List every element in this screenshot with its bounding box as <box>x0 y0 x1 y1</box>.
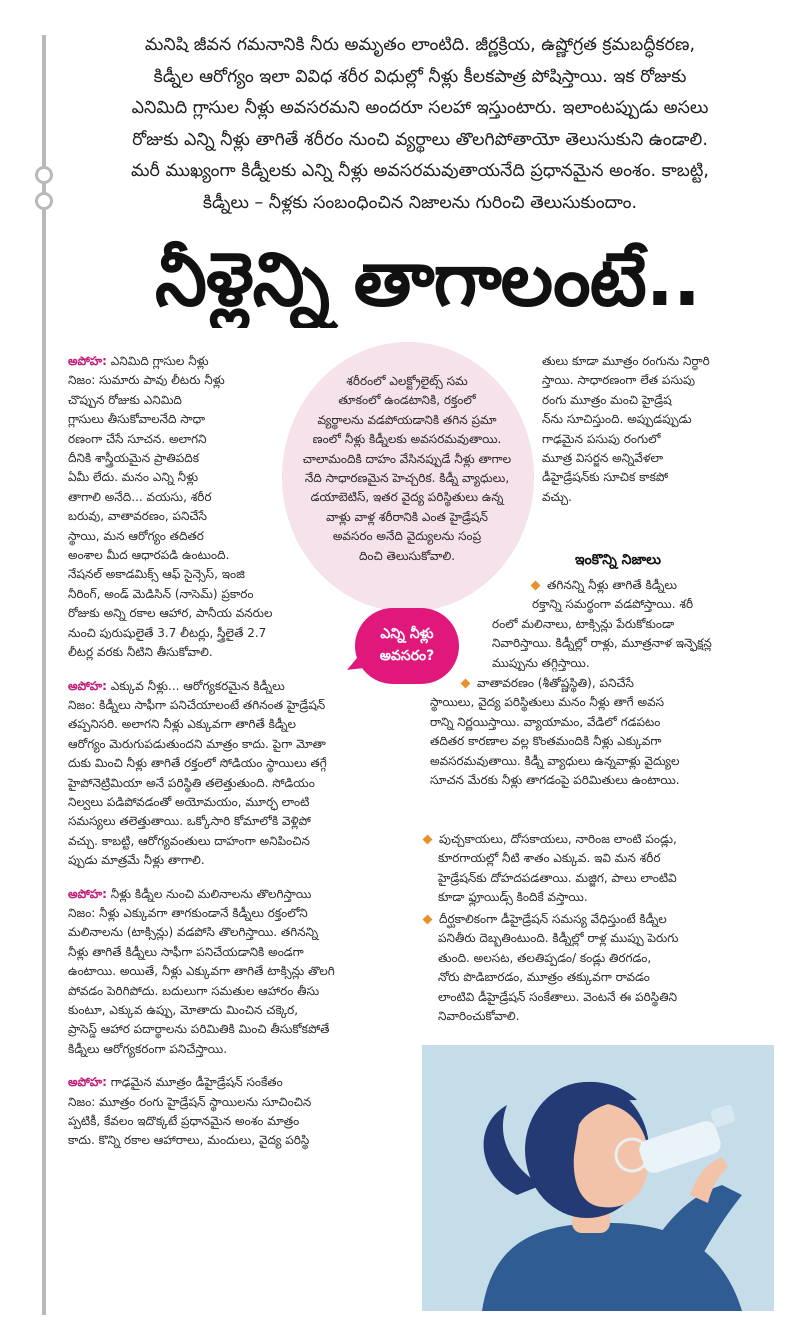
body-line: తాగాలి అనేది... వయసు, శరీర <box>68 489 212 504</box>
myth-text: ఎక్కువ నీళ్లు... ఆరోగ్యకరమైన కిడ్నీలు <box>110 678 285 693</box>
body-line: మూత్ర విసర్జన అన్నివేళలా <box>542 451 664 466</box>
body-line: వచ్చు. కాబట్టి, ఆరోగ్యవంతులు దాహంగా అనిపించిన <box>68 833 310 848</box>
body-line: కిడ్నీలు ఆరోగ్యకరంగా పనిచేస్తాయి. <box>68 1041 228 1056</box>
fact-line: కూడా ఫ్లూయిడ్స్ కిందికే వస్తాయి. <box>438 890 588 905</box>
circle-line: వ్యర్థాలను వడపోయడానికి తగిన ప్రమా <box>317 412 497 427</box>
body-line: నిజం: కిడ్నీలు సాఫీగా పనిచేయాలంటే తగినంత హైడ్రేషన్ <box>68 697 326 712</box>
intro-line: మరీ ముఖ్యంగా కిడ్నీలకు ఎన్ని నీళ్లు అవసరమవుతాయనేది ప్రధానమైన అంశం. కాబట్టి, <box>130 161 709 181</box>
fact-item <box>430 674 784 790</box>
body-line: స్థాయి, మన ఆరోగ్యం తదితర <box>68 528 204 543</box>
bullet-diamond-icon <box>423 835 433 845</box>
myth-line <box>68 677 398 696</box>
circle-line: దించి తెలుసుకోవాలి. <box>358 548 456 563</box>
circle-line: శరీరంలో ఎలక్ట్రోలైట్స్ సమ <box>346 374 468 388</box>
fact-line <box>424 910 784 929</box>
body-line: మలినాలను (టాక్సిన్లు) వడపోసి తొలగిస్తాయి. తగినన్ని <box>68 925 319 940</box>
fact-line: హైడ్రేషన్‌కు దోహదపడతాయి. మజ్జిగ, పాలు లాంటివి <box>438 870 677 885</box>
body-line: ప్రాసెస్డ్ ఆహార పదార్థాలను పరిమితికి మించి తీసుకోకపోతే <box>68 1022 330 1037</box>
circle-line: డయాబెటిస్, ఇతర వైద్య పరిస్థితులు ఉన్న <box>310 490 504 505</box>
body-line: పోవడం పెరిగిపోదు. బదులుగా సమతుల ఆహారం తీసు <box>68 983 320 998</box>
body-line: డీహైడ్రేషన్‌కు సూచిక కాకపో <box>542 470 669 485</box>
bubble-line: ఎన్ని నీళ్లు <box>380 626 434 642</box>
body-line: రంగు మూత్రం మంచి హైడ్రేష <box>542 392 672 407</box>
fact-line: ముప్పును తగ్గిస్తాయి. <box>492 655 590 670</box>
left-rail <box>42 35 46 1315</box>
myth-fact-block <box>68 885 398 1060</box>
bullet-diamond-icon <box>461 679 471 689</box>
body-line: రోజుకు అన్ని రకాల ఆహార, పానీయ వనరుల <box>68 606 273 621</box>
body-line: ప్పటికీ, కేవలం ఇదొక్కటే ప్రధానమైన అంశం మాత్రం <box>68 1114 300 1129</box>
bullet-diamond-icon <box>423 915 433 925</box>
body-line: స్తాయి. సాధారణంగా లేత పసుపు <box>542 373 696 388</box>
fact-text: దీర్ఘకాలికంగా డీహైడ్రేషన్ సమస్య వేధిస్తుంటే కిడ్నీల <box>439 912 667 926</box>
myth-label: అపోహ: <box>68 886 107 901</box>
body-line: లీటర్ల వరకు నీటిని తీసుకోవాలి. <box>68 645 213 660</box>
fact-line: పనితీరు దెబ్బతింటుంది. కిడ్నీల్లో రాళ్ల ముప్పు పెరుగు <box>438 931 679 946</box>
headline: నీళ్లెన్ని తాగాలంటే.. <box>155 237 700 323</box>
body-line: ఉంటాయి. అయితే, నీళ్లు ఎక్కువగా తాగితే టాక్సిన్లు తొలగి <box>68 964 335 979</box>
body-line: సమస్యలు తలెత్తుతాయి. ఒక్కోసారి కోమాలోకి వెళ్లిపో <box>68 814 311 829</box>
circle-line: తూకంలో ఉండటానికి, రక్తంలో <box>338 393 476 408</box>
body-line: అంశాల మీద ఆధారపడి ఉంటుంది. <box>68 548 230 563</box>
body-line: తులు కూడా మూత్రం రంగును నిర్ధారి <box>542 354 710 368</box>
body-line: చొప్పున రోజుకు ఎనిమిది <box>68 392 182 407</box>
info-circle-text <box>292 372 522 566</box>
myth-fact-block <box>68 677 398 871</box>
intro-line: రోజుకు ఎన్ని నీళ్లు తాగితే శరీరం నుంచి వ్యర్థాలు తొలగిపోతాయో తెలుసుకుని ఉండాలి. <box>132 129 708 150</box>
body-line: రణంగా చేసే సూచన. అలాగని <box>68 431 207 446</box>
myth-label: అపోహ: <box>68 354 107 368</box>
body-line: ఆరోగ్యం మెరుగుపడుతుందని మాత్రం కాదు. పైగా మోతా <box>68 736 326 751</box>
body-line: వచ్చు. <box>542 489 572 504</box>
myth-line <box>68 885 398 904</box>
fact-line: నోరు పొడిబారడం, మూత్రం తక్కువగా రావడం <box>438 970 650 985</box>
body-line: నిల్వలు పడిపోవడంతో అయోమయం, మూర్ఛ లాంటి <box>68 794 310 809</box>
fact-item <box>424 910 784 1026</box>
intro-line: కిడ్నీల ఆరోగ్యం ఇలా వివిధ శరీర విధుల్లో నీళ్లు కీలకపాత్ర పోషిస్తాయి. ఇక రోజుకు <box>153 66 687 87</box>
myth-text: నీళ్లు కిడ్నీల నుంచి మలినాలను తొలగిస్తాయి <box>110 886 312 901</box>
circle-line: అవసరం అనేది వైద్యులను సంప్ర <box>332 529 482 544</box>
fact-text: వాతావరణం (శీతోష్ణస్థితి), పనిచేసే <box>477 676 634 690</box>
fact-line: తుంది. అలసట, తలతిప్పడం/ కండ్లు తిరగడం, <box>438 950 652 965</box>
circle-line: చాలామందికి దాహం వేసినప్పుడే నీళ్లు తాగాల <box>302 451 512 466</box>
body-line: నీరింగ్, అండ్ మెడిసిన్ (నాసెమ్) ప్రకారం <box>68 586 254 601</box>
fact-line: లాంటివి డీహైడ్రేషన్ సంకేతాలు. వెంటనే ఈ పరిస్థితిని <box>438 989 677 1004</box>
fact-line: రాన్ని నిర్ణయిస్తాయి. వ్యాయామం, వేడిలో గడపటం <box>430 714 661 729</box>
fact-line <box>424 830 784 849</box>
intro-line: మనిషి జీవన గమనానికి నీరు అమృతం లాంటిది. జీర్ణక్రియ, ఉష్ణోగ్రత క్రమబద్ధీకరణ, <box>144 35 696 55</box>
bubble-line: అవసరం? <box>379 648 435 664</box>
body-line: ఏమీ లేదు. మనం ఎన్ని నీళ్లు <box>68 470 199 485</box>
bullet-diamond-icon <box>531 581 541 591</box>
body-line: కుంటూ, ఎక్కువ ఉప్పు, మోతాదు మించిన చక్కెర, <box>68 1003 299 1017</box>
body-line: దుకు మించి నీళ్లు తాగితే రక్తంలో సోడియం స్థాయిలు తగ్గే <box>68 756 327 771</box>
myth-label: అపోహ: <box>68 678 107 693</box>
fact-line <box>462 674 784 693</box>
subheading: ఇంకొన్ని నిజాలు <box>575 552 661 568</box>
body-line: నేషనల్ అకాడమిక్స్ ఆఫ్ సైన్సెస్, ఇంజి <box>68 567 245 582</box>
myth-text: గాఢమైన మూత్రం డీహైడ్రేషన్ సంకేతం <box>110 1075 283 1090</box>
circle-line: నేది సాధారణమైన హెచ్చరిక. కిడ్నీ వ్యాధులు, <box>304 471 510 486</box>
fact-line: నివారించుకోవాలి. <box>438 1009 520 1024</box>
fact-line: సూచన మేరకు నీళ్లు తాగడంపై పరిమితులు ఉంటాయి. <box>430 773 680 788</box>
body-line: హైపోనెట్రిమియా అనే పరిస్థితి తలెత్తుతుంది. సోడియం <box>68 775 315 790</box>
illustration-svg <box>422 1045 774 1311</box>
fact-item <box>492 576 782 673</box>
myth-line <box>68 1073 398 1092</box>
body-line: నుంచి పురుషులైతే 3.7 లీటర్లు, స్త్రీలైతే 2.7 <box>68 625 267 640</box>
circle-line: ణంలో నీళ్లు కిడ్నీలకు అవసరమవుతాయి. <box>312 432 502 447</box>
body-line: బరువు, వాతావరణం, పనిచేసే <box>68 509 207 524</box>
intro-line: కిడ్నీలు – నీళ్లకు సంబంధించిన నిజాలను గురించి తెలుసుకుందాం. <box>202 192 638 213</box>
fact-line: కూరగాయల్లో నీటి శాతం ఎక్కువ. ఇవి మన శరీర <box>438 851 661 866</box>
intro-paragraph <box>60 30 780 219</box>
rail-knob-icon <box>35 192 53 210</box>
body-line: నీళ్లు తాగితే కిడ్నీలు సాఫీగా పనిచేయడానికి అండగా <box>68 944 304 959</box>
myth-label: అపోహ: <box>68 1075 107 1090</box>
body-line: తప్పనిసరి. అలాగని నీళ్లు ఎక్కువగా తాగితే కిడ్నీల <box>68 717 297 732</box>
fact-text: తగినన్ని నీళ్లు తాగితే కిడ్నీలు <box>547 578 678 592</box>
body-line: నిజం: నీళ్లు ఎక్కువగా తాగకుండానే కిడ్నీలు రక్తంలోని <box>68 905 308 920</box>
fact-line: నివారిస్తాయి. కిడ్నీల్లో రాళ్లు, మూత్రనాళ ఇన్ఫెక్షన్ల <box>492 636 712 651</box>
speech-bubble <box>355 608 459 684</box>
myth-fact-block <box>68 1073 398 1151</box>
fact-line: స్థాయిలు, వైద్య పరిస్థితులు మనం నీళ్లు తాగే అవస <box>430 695 665 710</box>
body-line: దీనికి శాస్త్రీయమైన ప్రాతిపదిక <box>68 451 200 466</box>
fact-line: రక్తాన్ని సమర్థంగా వడపోస్తాయి. శరీ <box>532 597 694 612</box>
body-line: కాదు. కొన్ని రకాల ఆహారాలు, మందులు, వైద్య పరిస్థి <box>68 1133 310 1148</box>
fact-line: రంలో మలినాలు, టాక్సిన్లు పేరుకోకుండా <box>492 616 675 631</box>
body-line: నిజం: సుమారు పావు లీటరు నీళ్లు <box>68 373 225 388</box>
body-line: నిజం: మూత్రం రంగు హైడ్రేషన్ స్థాయిలను సూచించిన <box>68 1094 312 1109</box>
intro-line: ఎనిమిది గ్లాసుల నీళ్లు అవసరమని అందరూ సలహా ఇస్తుంటారు. ఇలాంటప్పుడు అసలు <box>131 98 709 118</box>
fact-line <box>532 576 782 595</box>
fact-item <box>424 830 784 908</box>
rail-knob-icon <box>35 166 53 184</box>
fact-line: అవసరమవుతాయి. కిడ్నీ వ్యాధులు ఉన్నవాళ్లు వైద్యుల <box>430 753 680 768</box>
circle-line: వాళ్లు వాళ్ల శరీరానికి ఎంత హైడ్రేషన్ <box>326 509 488 524</box>
body-line: న్‌ను సూచిస్తుంది. అప్పుడప్పుడు <box>542 412 692 427</box>
fact-text: పుచ్చకాయలు, దోసకాయలు, నారింజ లాంటి పండ్లు, <box>439 832 677 846</box>
body-line: గ్లాసులు తీసుకోవాలనేది సాధా <box>68 412 206 427</box>
myth-text: ఎనిమిది గ్లాసుల నీళ్లు <box>110 354 209 368</box>
right-column-top <box>542 352 782 507</box>
body-line: ప్పుడు మాత్రమే నీళ్లు తాగాలి. <box>68 853 205 868</box>
fact-line: తదితర కారణాల వల్ల కొంతమందికి నీళ్లు ఎక్కువగా <box>430 734 662 749</box>
woman-drinking-water-icon <box>422 1045 774 1311</box>
body-line: గాఢమైన పసుపు రంగులో <box>542 431 661 446</box>
